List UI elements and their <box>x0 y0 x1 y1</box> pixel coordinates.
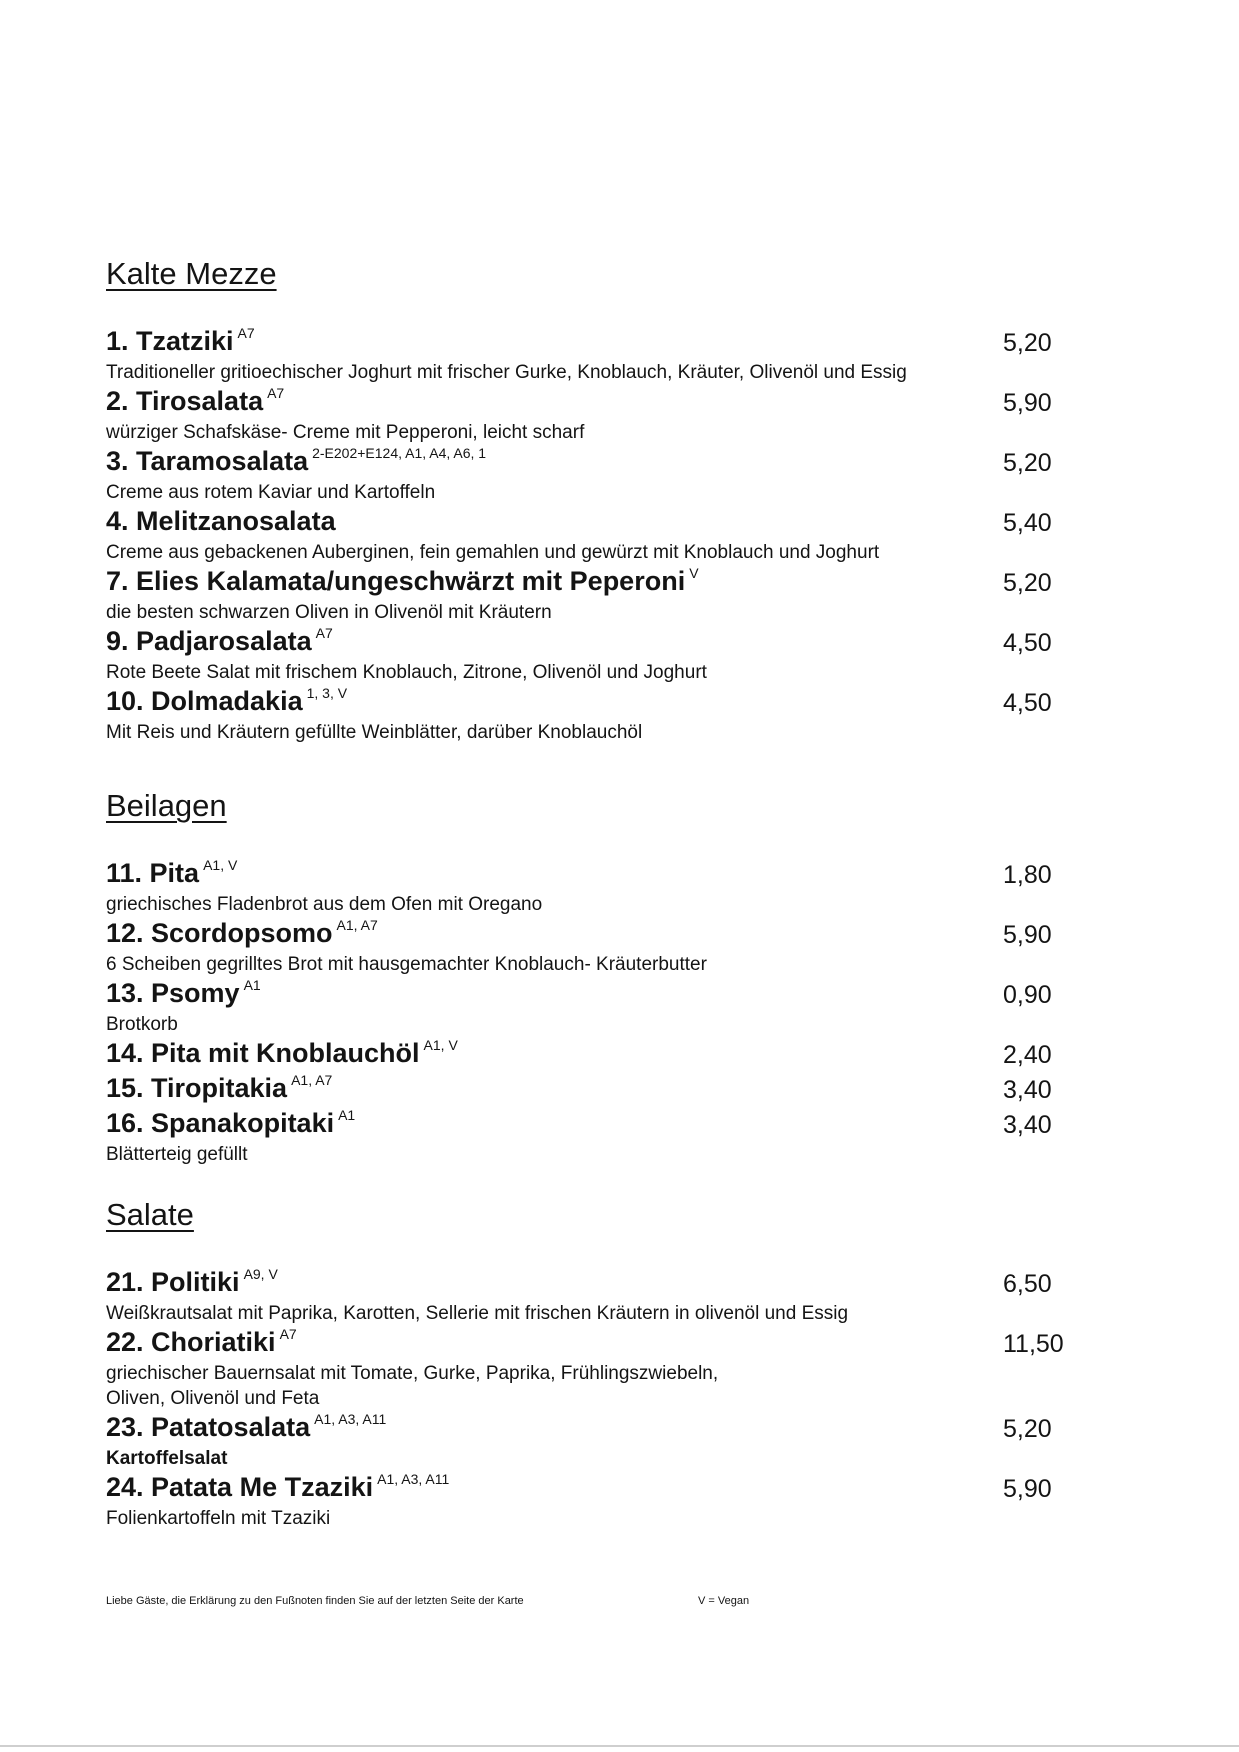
item-price: 5,20 <box>1003 569 1052 597</box>
item-title: 4. Melitzanosalata <box>106 506 336 536</box>
allergen-note: A1, A7 <box>291 1072 333 1088</box>
item-description: Oliven, Olivenöl und Feta <box>106 1388 320 1409</box>
item-price: 11,50 <box>1003 1330 1064 1358</box>
allergen-note: A7 <box>237 325 255 341</box>
item-title: 15. Tiropitakia <box>106 1073 288 1103</box>
item-price: 6,50 <box>1003 1270 1052 1298</box>
menu-item-name <box>106 1266 278 1297</box>
allergen-note: A1, A3, A11 <box>377 1471 450 1487</box>
item-price: 5,90 <box>1003 1475 1052 1503</box>
item-description: griechischer Bauernsalat mit Tomate, Gurke, Paprika, Frühlingszwiebeln, <box>106 1363 719 1384</box>
item-description: Brotkorb <box>106 1014 178 1035</box>
item-title: 1. Tzatziki <box>106 326 234 356</box>
allergen-note: A9, V <box>243 1266 278 1282</box>
menu-item-name <box>106 325 255 356</box>
item-description: griechisches Fladenbrot aus dem Ofen mit Oregano <box>106 894 543 915</box>
item-title: 23. Patatosalata <box>106 1412 311 1442</box>
allergen-note: A7 <box>279 1326 297 1342</box>
allergen-note: A1 <box>243 977 261 993</box>
item-price: 5,20 <box>1003 329 1052 357</box>
item-title: 13. Psomy <box>106 978 240 1008</box>
item-description: Kartoffelsalat <box>106 1448 228 1469</box>
item-price: 3,40 <box>1003 1076 1052 1104</box>
item-price: 5,90 <box>1003 921 1052 949</box>
item-price: 5,20 <box>1003 449 1052 477</box>
item-title: 22. Choriatiki <box>106 1327 276 1357</box>
allergen-note: 2-E202+E124, A1, A4, A6, 1 <box>312 445 487 461</box>
item-description: die besten schwarzen Oliven in Olivenöl mit Kräutern <box>106 602 552 623</box>
menu-item-name <box>106 857 238 888</box>
allergen-note: V <box>689 565 699 581</box>
allergen-note: A7 <box>267 385 285 401</box>
allergen-note: A1 <box>338 1107 356 1123</box>
vegan-legend: V = Vegan <box>698 1595 750 1607</box>
item-title: 21. Politiki <box>106 1267 240 1297</box>
item-description: Rote Beete Salat mit frischem Knoblauch, Zitrone, Olivenöl und Joghurt <box>106 662 707 683</box>
item-description: Folienkartoffeln mit Tzaziki <box>106 1508 331 1529</box>
item-title: 2. Tirosalata <box>106 386 264 416</box>
item-description: Mit Reis und Kräutern gefüllte Weinblätter, darüber Knoblauchöl <box>106 722 643 743</box>
allergen-note: A1, V <box>203 857 238 873</box>
item-description: Weißkrautsalat mit Paprika, Karotten, Sellerie mit frischen Kräutern in olivenöl und Essig <box>106 1303 849 1324</box>
item-price: 1,80 <box>1003 861 1052 889</box>
item-title: 16. Spanakopitaki <box>106 1108 335 1138</box>
page-edge-divider <box>0 1745 1239 1747</box>
item-price: 5,20 <box>1003 1415 1052 1443</box>
footnote-explanation: Liebe Gäste, die Erklärung zu den Fußnoten finden Sie auf der letzten Seite der Karte <box>106 1595 524 1607</box>
item-title: 9. Padjarosalata <box>106 626 312 656</box>
menu-item-name <box>106 977 261 1008</box>
item-description: Creme aus rotem Kaviar und Kartoffeln <box>106 482 436 503</box>
item-description: würziger Schafskäse- Creme mit Pepperoni, leicht scharf <box>106 422 585 443</box>
menu-item-name <box>106 1471 450 1502</box>
item-description: Creme aus gebackenen Auberginen, fein gemahlen und gewürzt mit Knoblauch und Joghurt <box>106 542 880 563</box>
item-title: 7. Elies Kalamata/ungeschwärzt mit Peperoni <box>106 566 686 596</box>
item-title: 10. Dolmadakia <box>106 686 303 716</box>
menu-item-name <box>106 625 333 656</box>
menu-item-name <box>106 1037 458 1068</box>
item-description: Blätterteig gefüllt <box>106 1144 248 1165</box>
menu-item-name <box>106 1411 387 1442</box>
item-description: Traditioneller gritioechischer Joghurt mit frischer Gurke, Knoblauch, Kräuter, Olivenöl und Essig <box>106 362 907 383</box>
allergen-note: A1, V <box>423 1037 458 1053</box>
menu-item-name <box>106 1072 333 1103</box>
section-title-beilagen: Beilagen <box>106 788 227 823</box>
menu-item-name <box>106 1107 356 1138</box>
item-price: 5,90 <box>1003 389 1052 417</box>
item-price: 4,50 <box>1003 689 1052 717</box>
menu-item-name <box>106 565 699 596</box>
item-title: 24. Patata Me Tzaziki <box>106 1472 374 1502</box>
menu-item-name <box>106 385 285 416</box>
item-price: 3,40 <box>1003 1111 1052 1139</box>
menu-item-name <box>106 917 378 948</box>
item-title: 14. Pita mit Knoblauchöl <box>106 1038 420 1068</box>
allergen-note: 1, 3, V <box>306 685 348 701</box>
menu-item-name <box>106 1326 297 1357</box>
section-title-kalte-mezze: Kalte Mezze <box>106 256 277 291</box>
item-title: 3. Taramosalata <box>106 446 309 476</box>
item-price: 4,50 <box>1003 629 1052 657</box>
menu-item-name <box>106 508 340 535</box>
item-title: 11. Pita <box>106 858 200 888</box>
allergen-note: A1, A7 <box>336 917 378 933</box>
section-title-salate: Salate <box>106 1197 194 1232</box>
item-price: 0,90 <box>1003 981 1052 1009</box>
allergen-note: A1, A3, A11 <box>314 1411 387 1427</box>
item-description: 6 Scheiben gegrilltes Brot mit hausgemachter Knoblauch- Kräuterbutter <box>106 954 707 975</box>
item-price: 2,40 <box>1003 1041 1052 1069</box>
menu-item-name <box>106 445 487 476</box>
item-price: 5,40 <box>1003 509 1052 537</box>
allergen-note: A7 <box>315 625 333 641</box>
menu-item-name <box>106 685 348 716</box>
item-title: 12. Scordopsomo <box>106 918 333 948</box>
